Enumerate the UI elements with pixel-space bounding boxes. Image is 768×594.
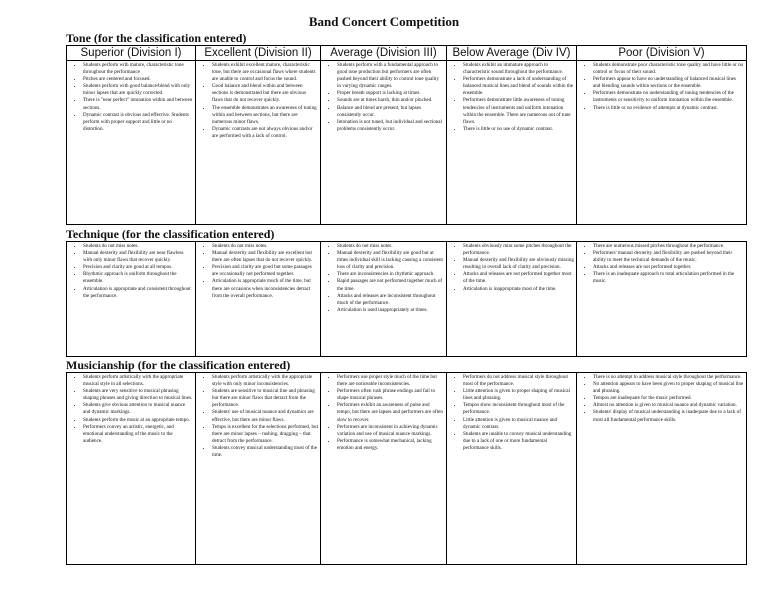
tone-poor-cell	[577, 61, 747, 225]
criterion-item: • Attacks and releases are inconsistent throughout much of the performance.	[337, 293, 444, 307]
criterion-item: • Students are sensitive to musical line and phrasing but there are minor flaws that detract from the performance.	[212, 388, 318, 409]
tone-excellent-cell	[196, 61, 321, 225]
criterion-item: • Performers exhibit an awareness of pulse and tempo, but there are lapses and performers are often slow to recover.	[337, 402, 444, 423]
criterion-item: • Students perform artistically with the appropriate musical style in all selections.	[83, 374, 193, 388]
criterion-item: • Good balance and blend within and between sections is demonstrated but there are obvious flaws that do not recover quickly.	[212, 83, 318, 104]
criterion-item: • Students do not miss notes.	[337, 243, 444, 250]
criterion-item: • Tempo is excellent for the selections performed, but there are minor lapses – rushing, dragging – that detract from the performance.	[212, 424, 318, 445]
criterion-item: • Little attention is given to musical nuance and dynamic contrast.	[463, 417, 574, 431]
criterion-item: • Students are unable to convey musical understanding due to a lack of one or more fundamental performance skills.	[463, 431, 574, 452]
criterion-item: • Students demonstrate poor characteristic tone quality and have little or no control or focus of their sound.	[593, 62, 744, 76]
criterion-item: • Performance is somewhat mechanical, lacking emotion and energy.	[337, 438, 444, 452]
criterion-item: • Students do not miss notes.	[212, 243, 318, 250]
criterion-item: • Dynamic contrasts are not always obvious and/or are performed with a lack of control.	[212, 126, 318, 140]
criterion-item: • Students' display of musical understanding is inadequate due to a lack of most all fundamental performance skills.	[593, 409, 744, 423]
criterion-item: • Intonation is not tuned, but individual and sectional problems consistently occur.	[337, 119, 444, 133]
musicianship-superior-cell	[67, 373, 196, 565]
tone-superior-cell	[67, 61, 196, 225]
column-header-below-average: Below Average (Div IV)	[447, 46, 577, 61]
column-header-poor: Poor (Division V)	[577, 46, 747, 61]
criterion-item: • Students convey musical understanding most of the time.	[212, 445, 318, 459]
column-header-average: Average (Division III)	[321, 46, 447, 61]
criterion-item: • There are inconsistencies in rhythmic approach.	[337, 271, 444, 278]
criterion-item: • There is no attempt to address musical style throughout the performance.	[593, 374, 744, 381]
criterion-item: • Rapid passages are not performed together much of the time.	[337, 278, 444, 292]
criterion-item: • Manual dexterity and flexibility are excellent but there are often lapses that do not recover quickly.	[212, 250, 318, 264]
criterion-item: • There is an inadequate approach to total articulation performed in the music.	[593, 271, 744, 285]
musicianship-rubric-table	[66, 372, 747, 565]
criterion-item: • Performers use proper style much of the time but there are noticeable inconsistencies.	[337, 374, 444, 388]
tone-below-average-cell	[447, 61, 577, 225]
criterion-item: • Pitches are centered and focused.	[83, 76, 193, 83]
section-heading-tone: Tone (for the classification entered)	[66, 31, 247, 45]
criterion-item: • Articulation is appropriate and consistent throughout the performance.	[83, 286, 193, 300]
criterion-item: • Balance and blend are present, but lapses consistently occur.	[337, 105, 444, 119]
criterion-item: • Performers appear to have no understanding of balanced musical lines and blending sounds within sections or the ensemble.	[593, 76, 744, 90]
technique-below-average-cell	[447, 242, 577, 357]
musicianship-average-cell	[321, 373, 447, 565]
criterion-item: • Performers demonstrate a lack of understanding of balanced musical lines and blend of sounds within the ensemble.	[463, 76, 574, 97]
criterion-item: • Tempos are inadequate for the music performed.	[593, 395, 744, 402]
technique-poor-cell	[577, 242, 747, 357]
criterion-item: • There is little or no use of dynamic contrast.	[463, 126, 574, 133]
musicianship-criteria-row	[67, 373, 747, 565]
column-header-excellent: Excellent (Division II)	[196, 46, 321, 61]
criterion-item: • Students perform the music at an appropriate tempo.	[83, 417, 193, 424]
tone-rubric-table	[66, 45, 747, 225]
technique-superior-cell	[67, 242, 196, 357]
section-heading-technique: Technique (for the classification entered)	[66, 227, 275, 241]
tone-average-cell	[321, 61, 447, 225]
section-heading-musicianship: Musicianship (for the classification entered)	[66, 358, 291, 372]
tone-criteria-row	[67, 61, 747, 225]
musicianship-below-average-cell	[447, 373, 577, 565]
criterion-item: • Students perform with a fundamental approach to good tone production but performers are often pushed beyond their ability to control tone quality in varying dynamic ranges.	[337, 62, 444, 90]
criterion-item: • Articulation is used inappropriately at times.	[337, 307, 444, 314]
criterion-item: • Dynamic contrast is obvious and effective. Students perform with proper support and little or no distortion.	[83, 112, 193, 133]
criterion-item: • Precision and clarity are good but some passages are occasionally not performed together.	[212, 264, 318, 278]
criterion-item: • There is little or no evidence of attempts at dynamic contrast.	[593, 105, 744, 112]
criterion-item: • Proper breath support is lacking at times.	[337, 90, 444, 97]
criterion-item: • No attention appears to have been given to proper shaping of musical line and phrasing.	[593, 381, 744, 395]
criterion-item: • Little attention is given to proper shaping of musical lines and phrasing.	[463, 388, 574, 402]
musicianship-excellent-cell	[196, 373, 321, 565]
criterion-item: • Students perform with good balance/blend with only minor lapses that are quickly corrected.	[83, 83, 193, 97]
criterion-item: • Performers' manual dexterity and flexibility are pushed beyond their ability to meet the technical demands of the music.	[593, 250, 744, 264]
criterion-item: • Students exhibit excellent mature, characteristic tone, but there are occasional flaws where students are unable to control and focus the sound.	[212, 62, 318, 83]
criterion-item: • Students do not miss notes.	[83, 243, 193, 250]
criterion-item: • Tempos show inconsistent throughout most of the performance.	[463, 402, 574, 416]
criterion-item: • Students perform with mature, characteristic tone throughout the performance	[83, 62, 193, 76]
criterion-item: • Attacks and releases are not performed together.	[593, 264, 744, 271]
criterion-item: • Articulation is inappropriate most of the time.	[463, 286, 574, 293]
criterion-item: • The ensemble demonstrates an awareness of tuning within and between sections, but there are numerous minor flaws.	[212, 105, 318, 126]
criterion-item: • Students' use of musical nuance and dynamics are effective, but there are minor flaws.	[212, 409, 318, 423]
page-title: Band Concert Competition	[308, 14, 460, 29]
criterion-item: • Performers do not address musical style throughout most of the performance.	[463, 374, 574, 388]
criterion-item: • Articulation is appropriate much of the time, but there are occasions when inconsistencies detract from the overall performance.	[212, 278, 318, 299]
criterion-item: • Manual dexterity and flexibility are good but at times individual skill is lacking causing a consistent loss of clarity and precision.	[337, 250, 444, 271]
criterion-item: • Students are very sensitive to musical phrasing shaping phrases and giving direction to musical lines.	[83, 388, 193, 402]
criterion-item: • Sounds are at times harsh, thin and/or pinched.	[337, 97, 444, 104]
technique-rubric-table	[66, 241, 747, 357]
criterion-item: • Almost no attention is given to musical nuance and dynamic variation.	[593, 402, 744, 409]
technique-criteria-row	[67, 242, 747, 357]
criterion-item: • Performers demonstrate little awareness of tuning tendencies of instruments and uniform intonation within the ensemble. There are numerous out of tune flaws.	[463, 97, 574, 125]
criterion-item: • Performers often rush phrase endings and fail to shape musical phrases.	[337, 388, 444, 402]
technique-excellent-cell	[196, 242, 321, 357]
criterion-item: • Manual dexterity and flexibility are obviously missing resulting in overall lack of clarity and precision.	[463, 257, 574, 271]
criterion-item: • Students perform artistically with the appropriate style with only minor inconsistencies.	[212, 374, 318, 388]
criterion-item: • Attacks and releases are not performed together most of the time.	[463, 271, 574, 285]
criterion-item: • Manual dexterity and flexibility are near flawless with only minor flaws that recover quickly.	[83, 250, 193, 264]
musicianship-poor-cell	[577, 373, 747, 565]
criterion-item: • Rhythmic approach is uniform throughout the ensemble.	[83, 271, 193, 285]
rubric-header-row	[67, 46, 747, 61]
criterion-item: • Performers are inconsistent in achieving dynamic variation and use of musical nuance markings.	[337, 424, 444, 438]
technique-average-cell	[321, 242, 447, 357]
criterion-item: • Students exhibit an immature approach to characteristic sound throughout the performance.	[463, 62, 574, 76]
criterion-item: • Precision and clarity are good at all tempos.	[83, 264, 193, 271]
column-header-superior: Superior (Division I)	[67, 46, 196, 61]
criterion-item: • There are numerous missed pitches throughout the performance.	[593, 243, 744, 250]
criterion-item: • Students give obvious attention to musical nuance and dynamic markings.	[83, 402, 193, 416]
criterion-item: • Students obviously miss some pitches throughout the performance.	[463, 243, 574, 257]
criterion-item: • There is "near perfect" intonation within and between sections.	[83, 97, 193, 111]
criterion-item: • Performers demonstrate no understanding of tuning tendencies of the instruments or sensitivity to uniform intonation within the ensemble.	[593, 90, 744, 104]
criterion-item: • Performers convey an artistic, energetic, and emotional understanding of the music to the audience.	[83, 424, 193, 445]
